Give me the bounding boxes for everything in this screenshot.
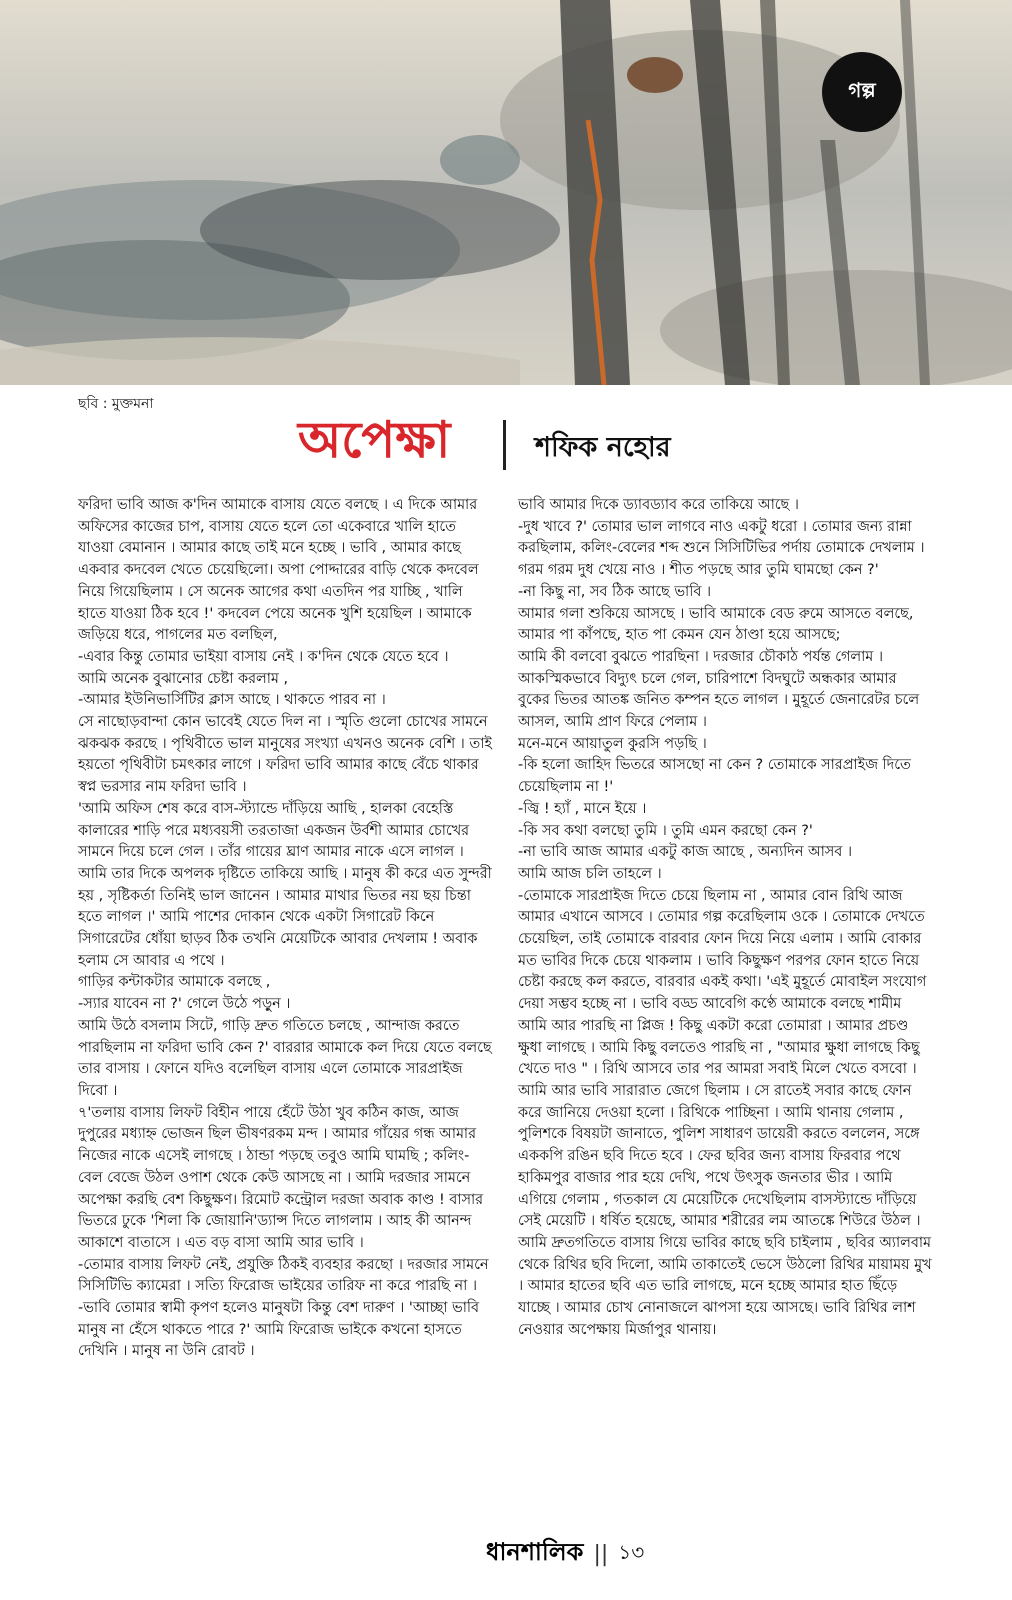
paragraph: আমি আর ভাবি সারারাত জেগে ছিলাম । সে রাতেই সবার কাছে ফোন করে জানিয়ে দেওয়া হলো । রিথিকে পাচ্ছিনা । আমি থানায় গেলাম , পুলিশকে বিষয়টা জানাতে, পুলিশ সাধারণ ডায়েরী করতে বললেন, সঙ্গে এককপি রঙিন ছবি দিতে হবে । ফের ছবির জন্য বাসায় ফিরবার পথে হাকিমপুর বাজার পার হয়ে দেখি, পথে উৎসুক জনতার ভীর । আমি এগিয়ে গেলাম , গতকাল যে মেয়েটিকে দেখেছিলাম বাসস্ট্যান্ডে দাঁড়িয়ে সেই মেয়েটি । ধর্ষিত হয়েছে, আমার শরীরের লম আতঙ্কে শিউরে উঠল । (518, 1082, 921, 1230)
magazine-masthead: ধানশালিক (486, 1537, 584, 1566)
paragraph: -জ্বি ! হ্যাঁ , মানে ইয়ে । (518, 800, 647, 817)
story-illustration (0, 0, 1012, 385)
paragraph: আমি দ্রুতগতিতে বাসায় গিয়ে ভাবির কাছে ছবি চাইলাম , ছবির অ্যালবাম থেকে রিথির ছবি দিলো, আমি তাকাতেই ভেসে উঠলো রিথির মায়াময় মুখ । আমার হাতের ছবি এত ভারি লাগছে, মনে হচ্ছে আমার হাত ছিঁড়ে যাচ্ছে । আমার চোখ নোনাজলে ঝাপসা হয়ে আসছে। ভাবি রিথির লাশ নেওয়ার অপেক্ষায় মির্জাপুর থানায়। (518, 1234, 932, 1338)
page-number: ১৩ (618, 1539, 645, 1564)
paragraph: -তোমাকে সারপ্রাইজ দিতে চেয়ে ছিলাম না , আমার বোন রিথি আজ আমার এখানে আসবে । তোমার গল্প করেছিলাম ওকে । তোমাকে দেখতে চেয়েছিল, তাই তোমাকে বারবার ফোন দিয়ে নিয়ে এলাম । আমি বোকার মত ভাবির দিকে চেয়ে থাকলাম । ভাবি কিছুক্ষণ পরপর ফোন হাতে নিয়ে চেষ্টা করছে কল করতে, বারবার একই কথা। 'এই মুহূর্তে মোবাইল সংযোগ দেয়া সম্ভব হচ্ছে না । ভাবি বড্ড আবেগি কণ্ঠে আমাকে বলছে শামীম আমি আর পারছি না প্লিজ ! কিছু একটা করো তোমারা । আমার প্রচণ্ড ক্ষুধা লাগছে । আমি কিছু বলতেও পারছি না , "আমার ক্ষুধা লাগছে কিছু খেতে দাও " । রিথি আসবে তার পর আমরা সবাই মিলে খেতে বসবো । (518, 887, 927, 1078)
story-author: শফিক নহোর (535, 432, 671, 463)
paragraph: ভাবি আমার দিকে ড্যাবড্যাব করে তাকিয়ে আছে । (518, 497, 799, 513)
paragraph: -কি সব কথা বলছো তুমি । তুমি এমন করছো কেন ?' (518, 822, 813, 839)
paragraph: -আমার ইউনিভার্সিটির ক্লাস আছে । থাকতে পারব না । (78, 692, 386, 709)
left-column (78, 495, 492, 1363)
paragraph: ফরিদা ভাবি আজ ক'দিন আমাকে বাসায় যেতে বলছে । এ দিকে আমার অফিসের কাজের চাপ, বাসায় যেতে হলে তো একেবারে খালি হাতে যাওয়া বেমানান । আমার কাছে তাই মনে হচ্ছে । ভাবি , আমার কাছে একবার কদবেল খেতে চেয়েছিলো। অপা পোদ্দারের বাড়ি থেকে কদবেল নিয়ে গিয়েছিলাম । সে অনেক আগের কথা এতদিন পর যাচ্ছি , খালি হাতে যাওয়া ঠিক হবে !' কদবেল পেয়ে অনেক খুশি হয়েছিল । আমাকে জড়িয়ে ধরে, পাগলের মত বলছিল, (78, 497, 479, 644)
paragraph: -না ভাবি আজ আমার একটু কাজ আছে , অন্যদিন আসব । (518, 844, 853, 861)
paragraph: -স্যার যাবেন না ?' গেলে উঠে পড়ুন । (78, 996, 291, 1013)
paragraph: -দুধ খাবে ?' তোমার ভাল লাগবে নাও একটু ধরো । তোমার জন্য রান্না করছিলাম, কলিং-বেলের শব্দ শুনে সিসিটিভির পর্দায় তোমাকে দেখলাম । গরম গরম দুধ খেয়ে নাও । শীত পড়ছে আর তুমি ঘামছো কেন ?' (518, 518, 925, 579)
paragraph: -তোমার বাসায় লিফট নেই, প্রযুক্তি ঠিকই ব্যবহার করছো । দরজার সামনে সিসিটিভি ক্যামেরা । সত্যি ফিরোজ ভাইয়ের তারিফ না করে পারছি না । (78, 1256, 489, 1295)
paragraph: আমার গলা শুকিয়ে আসছে । ভাবি আমাকে বেড রুমে আসতে বলছে, আমার পা কাঁপছে, হাত পা কেমন যেন ঠাণ্ডা হয়ে আসছে; (518, 605, 914, 644)
paragraph: ৭'তলায় বাসায় লিফট বিহীন পায়ে হেঁটে উঠা খুব কঠিন কাজ, আজ দুপুরের মধ্যাহ্ন ভোজন ছিল ভীষণরকম মন্দ । আমার গাঁয়ের গন্ধ আমার নিজের নাকে এসেই লাগছে । ঠান্ডা পড়ছে তবুও আমি ঘামছি ; কলিং-বেল বেজে উঠল ওপাশ থেকে কেউ আসছে না । আমি দরজার সামনে অপেক্ষা করছি বেশ কিছুক্ষণ। রিমোট কন্ট্রোল দরজা অবাক কাণ্ড ! বাসার ভিতরে ঢুকে 'শিলা কি জোয়ানি'ড্যান্স দিতে লাগলাম । আহ কী আনন্দ আকাশে বাতাসে । এত বড় বাসা আমি আর ভাবি । (78, 1104, 484, 1251)
paragraph: আমি উঠে বসলাম সিটে, গাড়ি দ্রুত গতিতে চলছে , আন্দাজ করতে পারছিলাম না ফরিদা ভাবি কেন ?' বাররার আমাকে কল দিয়ে যেতে বলছে তার বাসায় । ফোনে যদিও বলেছিল বাসায় এলে তোমাকে সারপ্রাইজ দিবো । (78, 1017, 492, 1099)
paragraph: আমি কী বলবো বুঝতে পারছিনা । দরজার চৌকাঠ পর্যন্ত গেলাম । আকস্মিকভাবে বিদ্যুৎ চলে গেল, চারিপাশে বিদঘুটে অন্ধকার আমার বুকের ভিতর আতঙ্ক জনিত কম্পন হতে লাগল । মুহূর্তে জেনারেটর চলে আসল, আমি প্রাণ ফিরে পেলাম । (518, 648, 920, 731)
photo-credit: ছবি : মুক্তমনা (78, 396, 154, 412)
footer-separator: || (593, 1541, 609, 1567)
paragraph: আমি অনেক বুঝানোর চেষ্টা করলাম , (78, 670, 289, 687)
story-title: অপেক্ষা (298, 410, 451, 469)
paragraph: 'আমি অফিস শেষ করে বাস-স্ট্যান্ডে দাঁড়িয়ে আছি , হালকা বেহেস্তি কালারের শাড়ি পরে মধ্যবয়সী তরতাজা একজন উর্বশী আমার চোখের সামনে দিয়ে চলে গেল । তাঁর গায়ের ঘ্রাণ আমার নাকে এসে লাগল । আমি তার দিকে অপলক দৃষ্টিতে তাকিয়ে আছি । মানুষ কী করে এত সুন্দরী হয় , সৃষ্টিকর্তা তিনিই ভাল জানেন । আমার মাথার ভিতর নয় ছয় চিন্তা হতে লাগল ।' আমি পাশের দোকান থেকে একটা সিগারেট কিনে সিগারেটের ধোঁয়া ছাড়ব ঠিক তখনি মেয়েটিকে আবার দেখলাম ! অবাক হলাম সে আবার এ পথে । (78, 800, 492, 969)
paragraph: -এবার কিন্তু তোমার ভাইয়া বাসায় নেই । ক'দিন থেকে যেতে হবে । (78, 648, 449, 665)
paragraph: মনে-মনে আয়াতুল কুরসি পড়ছি । (518, 735, 707, 752)
right-column (518, 495, 932, 1341)
paragraph: আমি আজ চলি তাহলে । (518, 865, 662, 882)
paragraph: -ভাবি তোমার স্বামী কৃপণ হলেও মানুষটা কিন্তু বেশ দারুণ । 'আচ্ছা ভাবি মানুষ না হেঁসে থাকতে পারে ?' আমি ফিরোজ ভাইকে কখনো হাসতে দেখিনি । মানুষ না উনি রোবট । (78, 1300, 480, 1360)
page-footer (486, 1534, 644, 1574)
paragraph: সে নাছোড়বান্দা কোন ভাবেই যেতে দিল না । স্মৃতি গুলো চোখের সামনে ঝকঝক করছে । পৃথিবীতে ভাল মানুষের সংখ্যা এখনও অনেক বেশি । তাই হয়তো পৃথিবীটা চমৎকার লাগে । ফরিদা ভাবি আমার কাছে বেঁচে থাকার স্বপ্ন ভরসার নাম ফরিদা ভাবি । (78, 714, 492, 796)
paragraph: গাড়ির কন্টাকটার আমাকে বলছে , (78, 974, 271, 991)
title-divider (503, 420, 506, 470)
genre-badge: গল্প (822, 52, 902, 132)
paragraph: -কি হলো জাহিদ ভিতরে আসছো না কেন ? তোমাকে সারপ্রাইজ দিতে চেয়েছিলাম না !' (518, 757, 911, 796)
paragraph: -না কিছু না, সব ঠিক আছে ভাবি । (518, 583, 712, 600)
